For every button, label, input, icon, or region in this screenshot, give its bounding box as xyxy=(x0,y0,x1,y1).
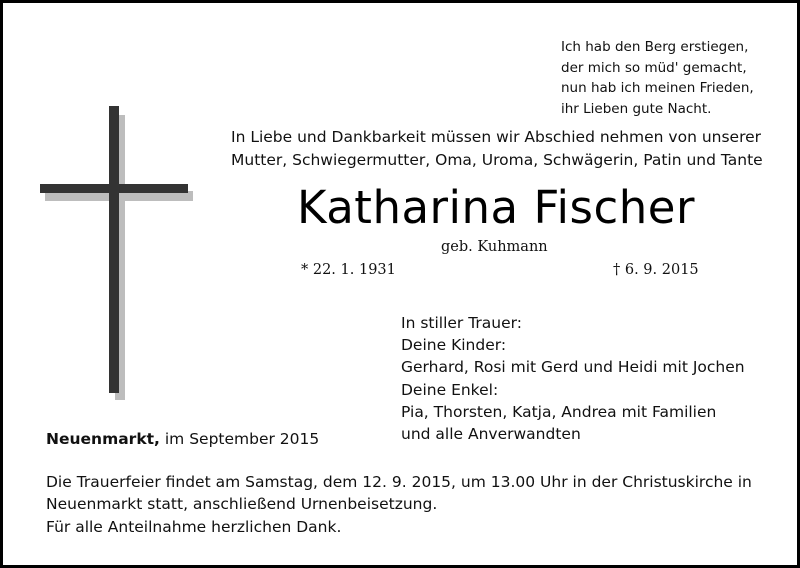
death-date: † 6. 9. 2015 xyxy=(613,262,699,278)
service-line: Die Trauerfeier findet am Samstag, dem 12. 9. 2015, um 13.00 Uhr in der Christuskirche in xyxy=(46,473,752,491)
cross-vertical-beam xyxy=(109,106,119,393)
cross-icon xyxy=(3,3,203,403)
poem-line: Ich hab den Berg erstiegen, xyxy=(561,39,749,55)
mourners-line: Gerhard, Rosi mit Gerd und Heidi mit Jochen xyxy=(401,358,745,377)
place-date xyxy=(46,432,319,448)
deceased-name: Katharina Fischer xyxy=(297,181,695,234)
mourners-line: Deine Kinder: xyxy=(401,336,507,355)
service-line: Neuenmarkt statt, anschließend Urnenbeisetzung. xyxy=(46,495,438,513)
cross-horizontal-beam xyxy=(40,184,188,193)
born-name: geb. Kuhmann xyxy=(441,239,548,255)
mourners-line: Deine Enkel: xyxy=(401,380,499,399)
place-town: Neuenmarkt, xyxy=(46,430,160,448)
poem-line: ihr Lieben gute Nacht. xyxy=(561,100,712,117)
thanks-line: Für alle Anteilnahme herzlichen Dank. xyxy=(46,518,342,536)
funeral-service-info xyxy=(46,471,752,515)
place-month: im September 2015 xyxy=(159,430,320,448)
mourners-line: In stiller Trauer: xyxy=(401,314,522,332)
intro-text xyxy=(231,126,763,172)
poem-line: der mich so müd' gemacht, xyxy=(561,59,747,76)
poem-line: nun hab ich meinen Frieden, xyxy=(561,80,754,96)
mourners-list xyxy=(401,312,745,445)
birth-date: * 22. 1. 1931 xyxy=(301,262,396,278)
intro-line: In Liebe und Dankbarkeit müssen wir Abschied nehmen von unserer xyxy=(231,128,762,146)
mourners-line: Pia, Thorsten, Katja, Andrea mit Familien xyxy=(401,402,717,421)
poem xyxy=(561,37,754,119)
mourners-line: und alle Anverwandten xyxy=(401,425,581,444)
intro-line: Mutter, Schwiegermutter, Oma, Uroma, Schwägerin, Patin und Tante xyxy=(231,151,763,169)
